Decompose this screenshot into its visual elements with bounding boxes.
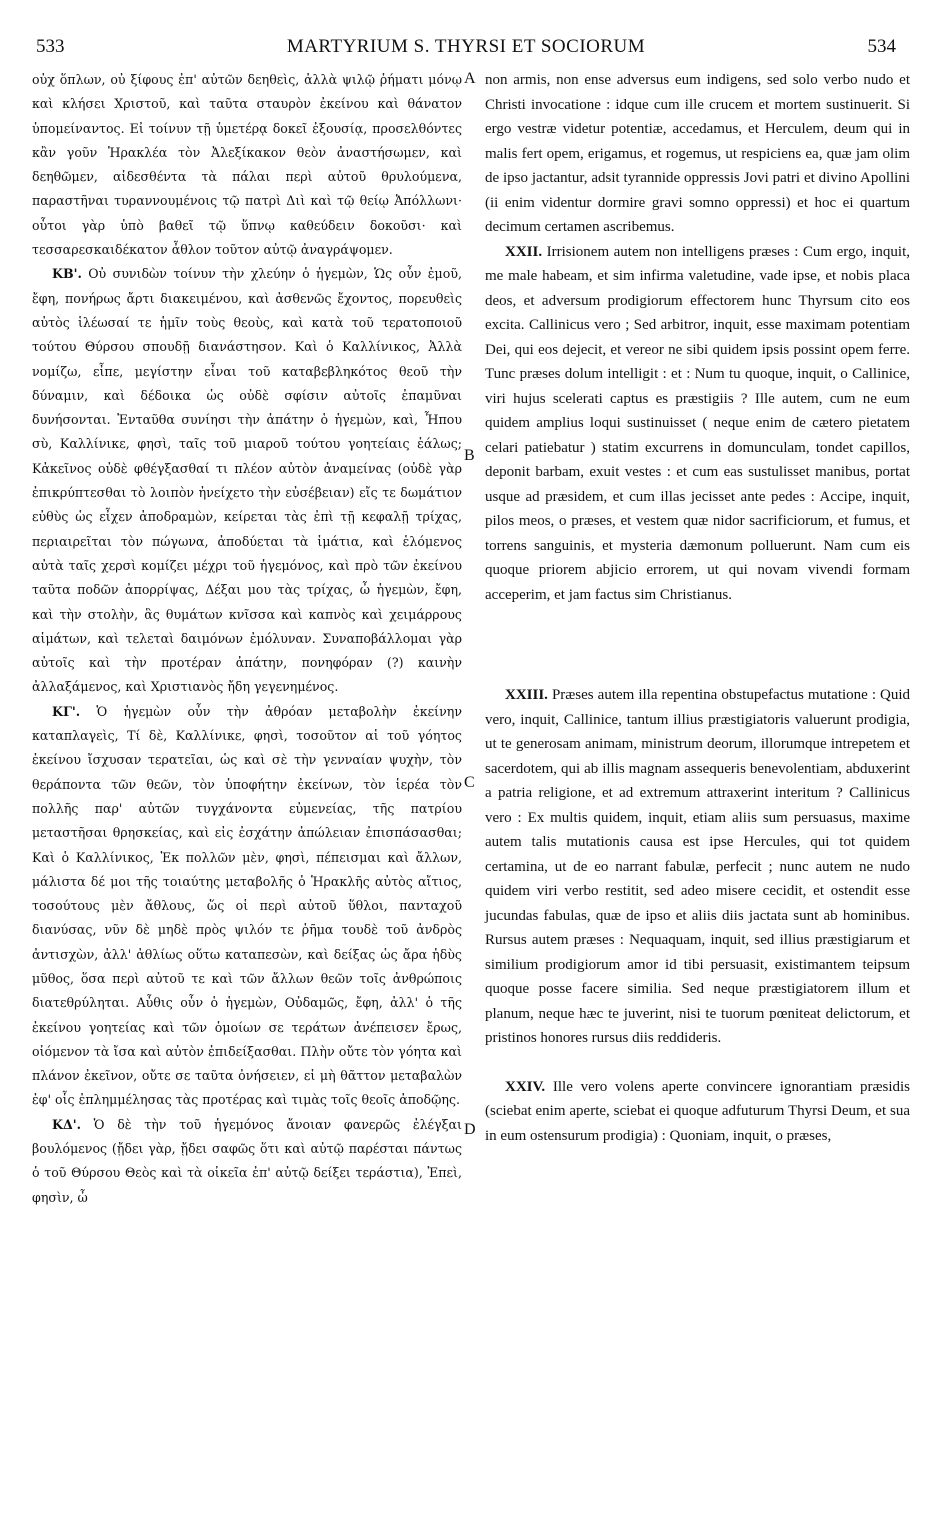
section-text: Irrisionem autem non intelligens præses : Cum ergo, inquit, me male habeam, et sim infirma valetudine, vade ipse, et nobis placa deos, et adversum prodigiorum effectorem hunc Thyrsum cito eos excita. Callinicus vero ; Sed arbitror, inquit, esse maximam potentiam Dei, qui eos dejecit, et vereor ne sibi quidem ipsis possint opem ferre. Tunc præses dolum intelligit : et : Num tu quoque, inquit, o Callinice, viri hujus scelerati captus es præstigiis ? Ille autem, cum ne eum quidem amplius loqui sustinuisset ( neque enim de cætero pietatem celari patiebatur ) statim excurrens in domunculam, tondet capillos, deponit barbam, exuit vestes : et cum eas sustulisset manibus, portat usque ad præsidem, et cum illas jecisset ante pedes : Accipe, inquit, pilos meos, o præses, et vestem quæ nidor sacrificiorum, et fumus, et torrens sanguinis, et mysteria dæmonum polluerunt. Nam cum eis quoque priorem abjicio errorem, ut qui novam vivendi formam acceperim, et jam factus sim Christianus. [485, 243, 910, 603]
section-text: Ὁ δὲ τὴν τοῦ ἡγεμόνος ἄνοιαν φανερῶς ἐλέγξαι βουλόμενος (ᾔδει γὰρ, ᾔδει σαφῶς ὅτι καὶ αὐτῷ παρέσται πάντως ὁ τοῦ Θύρσου Θεὸς καὶ τὰ οἰκεῖα ἐπ' αὐτῷ δείξει τεράστια), Ἐπεὶ, φησὶν, ὦ [32, 1116, 462, 1205]
latin-column [485, 68, 910, 1148]
latin-section-23 [485, 683, 910, 1051]
section-text: Ὁ ἡγεμὼν οὖν τὴν ἀθρόαν μεταβολὴν ἐκείνην καταπλαγεὶς, Τί δὲ, Καλλίνικε, φησὶ, τοσοῦτον αἱ τοῦ γόητος ἐκείνου ἴσχυσαν τερατεῖαι, ὡς καὶ σὲ τὴν γενναίαν ψυχὴν, τὸν θεράποντα τῶν θεῶν, τὸν ὑποφήτην ἐκείνων, τὸν ἱερέα τὸν πολλῆς παρ' αὐτῶν τυγχάνοντα εὐμενείας, τῆς πατρίου μεταστῆσαι θρησκείας, καὶ εἰς ἐσχάτην ἀπώλειαν ἐπισπάσασθαι; Καὶ ὁ Καλλίνικος, Ἐκ πολλῶν μὲν, φησὶ, πέπεισμαι καὶ ἄλλων, μάλιστα δέ μοι τῆς τοιαύτης μεταβολῆς ὁ Ἡρακλῆς αὐτὸς αἴτιος, τοσούτους μὲν ἄθλους, ὥς οἱ περὶ αὐτοῦ ὕθλοι, πανταχοῦ διανύσας, νῦν δὲ μηδὲ πρὸς ψιλόν τε ῥῆμα τουδὲ τοῦ ἀνδρὸς ἀντισχὼν, ἀλλ' ἀθλίως οὕτω καταπεσὼν, καὶ δείξας ὡς ἄρα ἡδὺς μῦθος, ὅσα περὶ αὐτοῦ τε καὶ τῶν ἄλλων θεῶν τοῖς ἀνθρώποις διατεθρύληται. Αὖθις οὖν ὁ ἡγεμὼν, Οὐδαμῶς, ἔφη, ἀλλ' ὁ τῆς ἐκείνου γοητείας καὶ τῶν ὁμοίων σε τεράτων ἀνέπεισεν ἔρως, οἰόμενον τὰ ἴσα καὶ αὐτὸν ἐπιδείξασθαι. Πλὴν οὔτε τὸν γόητα καὶ πλάνον ἐκεῖνον, οὔτε σε ταῦτα ὀνήσειεν, εἰ μὴ θᾶττον μεταβαλὼν ἐφ' οἷς ἐπλημμέλησας τὰς προτέρας καὶ τιμὰς τοῖς θεοῖς ἀποδῷης. [32, 703, 462, 1108]
section-text: Οὐ συνιδὼν τοίνυν τὴν χλεύην ὁ ἡγεμὼν, Ὡς οὖν ἐμοῦ, ἔφη, πονήρως ἄρτι διακειμένου, καὶ ἀσθενῶς ἔχοντος, πορευθεὶς αὐτὸς ἱλέωσαί τε ἡμῖν τοὺς θεοὺς, καὶ κατὰ τοῦ τερατοποιοῦ τούτου Θύρσου σπουδῇ διανάστησον. Καὶ ὁ Καλλίνικος, Ἀλλὰ νομίζω, εἶπε, μεγίστην εἶναι τοῦ καταβεβληκότος θεοῦ τὴν δύναμιν, καὶ δέδοικα ὡς οὐδὲ σφίσιν αὐτοῖς ἐπαμῦναι δυνήσονται. Ἐνταῦθα συνίησι τὴν ἀπάτην ὁ ἡγεμὼν, καὶ, Ἦπου σὺ, Καλλίνικε, φησὶ, ταῖς τοῦ μιαροῦ τούτου γοητείαις ἑάλως; Κἀκεῖνος οὐδὲ φθέγξασθαί τι πλέον αὐτὸν ἀναμείνας (οὐδὲ γὰρ ἐπικρύπτεσθαι τὸ λοιπὸν ἠνείχετο τὴν εὐσέβειαν) εἴς τε δωμάτιον εὐθὺς ὡς εἶχεν ἀποδραμὼν, κείρεται τὰς ἐπὶ τῇ κεφαλῇ τρίχας, περιαιρεῖται τὸν πώγωνα, ἀποδύεται τὰ ἱμάτια, καὶ ἑλόμενος αὐτὰ ταῖς χερσὶ κομίζει μέχρι τοῦ ἡγεμόνος, καὶ πρὸ τῶν ἐκείνου ταῦτα ποδῶν ἀπορρίψας, Δέξαι μου τὰς τρίχας, ὦ ἡγεμὼν, ἔφη, καὶ τὴν στολὴν, ἃς θυμάτων κνῖσσα καὶ καπνὸς καὶ χειμάρρους αἱμάτων, καὶ τελεταὶ δαιμόνων ἐμόλυναν. Συναποβάλλομαι γὰρ αὐτοῖς καὶ τὴν προτέραν ἀπάτην, πονηφόραν (?) καινὴν ἀλλαξάμενος, καὶ Χριστιανὸς ἤδη γεγενημένος. [32, 266, 462, 695]
latin-section-22 [485, 240, 910, 608]
section-number: XXII. [505, 243, 543, 260]
section-number: XXIII. [505, 687, 548, 703]
page-header [30, 36, 902, 66]
latin-section-24 [485, 1075, 910, 1149]
column-gap [485, 1051, 910, 1075]
greek-column [32, 68, 462, 1210]
section-number: ΚΔ'. [52, 1116, 81, 1132]
greek-section-22 [32, 262, 462, 699]
margin-letter-d: D [464, 1121, 476, 1138]
section-number: ΚΓ'. [52, 703, 81, 719]
section-text: Ille vero volens aperte convincere ignorantiam præsidis (sciebat enim aperte, sciebat ei quoque adfuturum Thyrsi Deum, et sua in eum ostensurum prodigia) : Quoniam, inquit, o præses, [485, 1078, 910, 1144]
section-text: Præses autem illa repentina obstupefactus mutatione : Quid vero, inquit, Callinice, tantum illius præstigiatoris valuerunt prodigia, ut te generosam animam, ministrum deorum, illorumque intrepetem et sacerdotem, qui ab illis magnam assequeris benevolentiam, abduxerint a patria religione, et ad extremum attraxerint interitum ? Callinicus vero : Ex multis quidem, inquit, etiam aliis sum persuasus, maxime autem talis mutationis causa est ipse Hercules, qui tot quidem certamina, ut de eo narrant fabulæ, perfecit ; nunc autem ne nudo quidem viri verbo restitit, sed adeo misere cecidit, et ostendit esse jucundas fabulas, quæ de ipso et aliis diis jactata sunt ab hominibus. Rursus autem præses : Nequaquam, inquit, sed illius præstigiarum et similium prodigiorum amor id tibi persuasit, existimantem teipsum quoque posse facere similia. Sed neque præstigiatorem illum et planum, neque hæc te juverint, nisi te tuorum pœniteat delictorum, et pristinos honores rursus diis reddideris. [485, 687, 911, 1046]
page-number-left: 533 [36, 36, 65, 57]
margin-letter-c: C [464, 774, 475, 791]
section-number: XXIV. [505, 1078, 546, 1095]
latin-paragraph: non armis, non ense adversus eum indigens, sed solo verbo nudo et Christi invocatione : idque cum ille crucem et mortem sustinuerit. Si ergo vestræ videtur potentiæ, accedamus, et Herculem, deum qui in malis fert opem, erigamus, et rogemus, ut respiciens ea, quæ jam olim de ipso jactantur, adsit tyrannide oppressis Jovi patri et divino Apollini (ii enim videntur dormire gravi somno oppressi) et hoc ei quartum decimum certamen ascribemus. [485, 72, 910, 235]
section-number: ΚΒ'. [52, 266, 82, 282]
greek-paragraph: οὐχ ὅπλων, οὐ ξίφους ἐπ' αὐτῶν δεηθεὶς, ἀλλὰ ψιλῷ ῥήματι μόνῳ καὶ κλήσει Χριστοῦ, καὶ ταῦτα σταυρὸν ἐκείνου καὶ θάνατον ὑπομείναντος. Εἰ τοίνυν τῇ ὑμετέρᾳ δοκεῖ ἐξουσίᾳ, προσελθόντες κἂν γοῦν Ἡρακλέα τὸν Ἀλεξίκακον θεὸν ἀναστήσωμεν, καὶ δεηθῶμεν, αἰδεσθέντα τὰ πάλαι περὶ αὐτοῦ θρυλούμενα, παραστῆναι τυραννουμένοις τῷ πατρὶ Διὶ καὶ τῷ θείῳ Ἀπόλλωνι· οὗτοι γὰρ ὑπὸ βαθεῖ τῷ ὕπνῳ καθεύδειν δοκοῦσι· καὶ τεσσαρεσκαιδέκατον ἆθλον τοῦτον αὐτῷ ἀναγράψομεν. [32, 72, 462, 258]
page-number-right: 534 [867, 36, 896, 57]
running-title: MARTYRIUM S. THYRSI ET SOCIORUM [286, 36, 646, 57]
greek-section-23 [32, 700, 462, 1113]
column-gap [485, 607, 910, 683]
greek-section-24 [32, 1113, 462, 1210]
margin-letter-a: A [464, 70, 476, 87]
margin-letter-b: B [464, 447, 475, 464]
